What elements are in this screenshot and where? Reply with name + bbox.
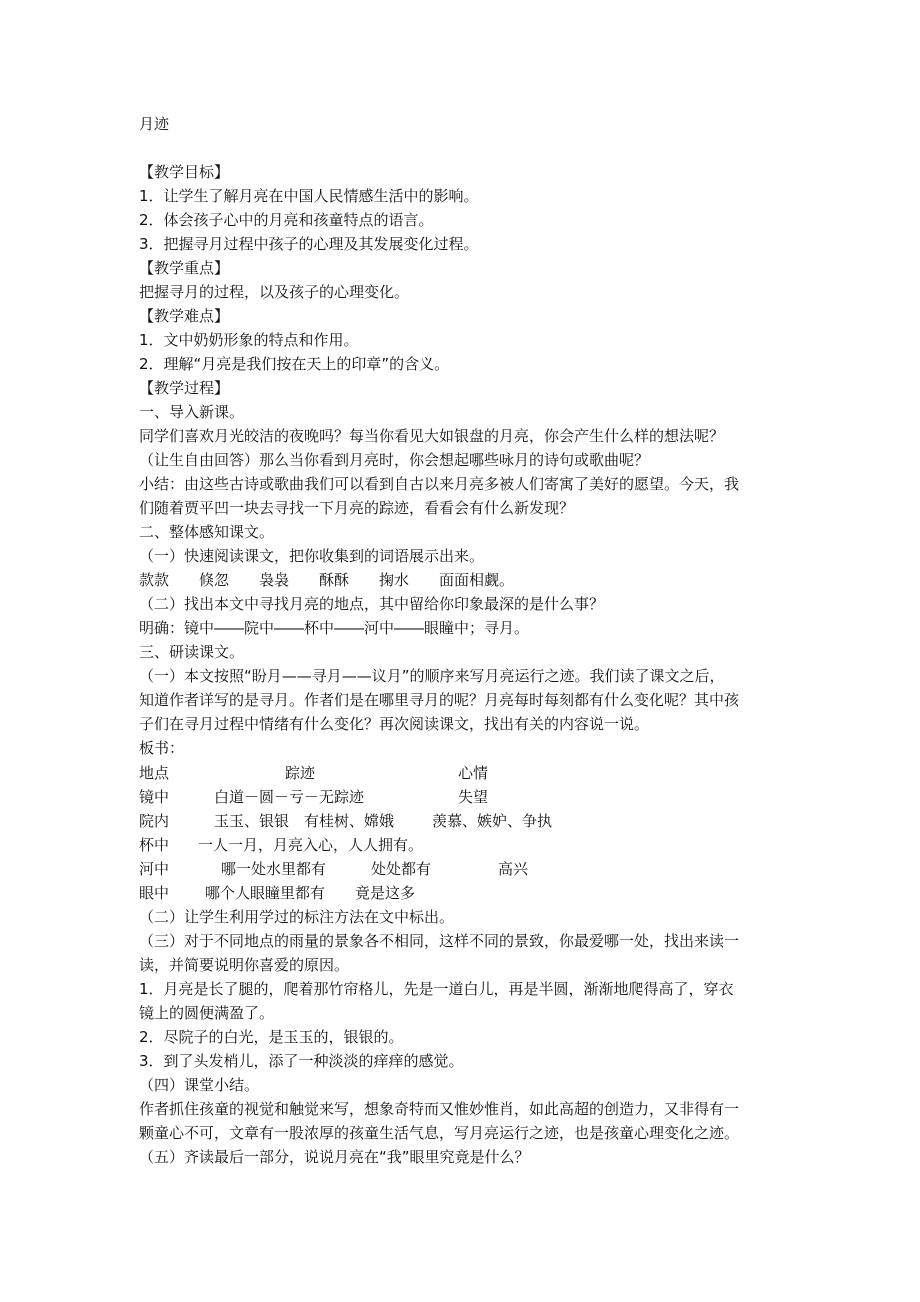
document-title: 月迹: [139, 115, 170, 133]
board-header-place: 地点: [139, 764, 170, 782]
text-line: 子们在寻月过程中情绪有什么变化？再次阅读课文，找出有关的内容说一说。: [139, 715, 650, 733]
text-line: 2．体会孩子心中的月亮和孩童特点的语言。: [139, 211, 434, 229]
text-line: 板书：: [139, 739, 185, 757]
board-header-trace: 踪迹: [285, 764, 316, 782]
text-line: （让生自由回答）那么当你看到月亮时，你会想起哪些咏月的诗句或歌曲呢？: [139, 451, 650, 469]
board-row-place: 院内: [139, 812, 170, 830]
text-line: 明确：镜中――院中――杯中――河中――眼瞳中；寻月。: [139, 619, 530, 637]
board-row-trace: 白道－圆－亏－无踪迹: [214, 788, 365, 806]
text-line: 读，并简要说明你喜爱的原因。: [139, 956, 350, 974]
text-line: （一）快速阅读课文，把你收集到的词语展示出来。: [139, 547, 485, 565]
text-line: （二）让学生利用学过的标注方法在文中标出。: [139, 908, 455, 926]
text-line: 小结：由这些古诗或歌曲我们可以看到自古以来月亮多被人们寄寓了美好的愿望。今天，我: [139, 475, 740, 493]
text-line: （一）本文按照“盼月——寻月——议月”的顺序来写月亮运行之迹。我们读了课文之后，: [139, 667, 725, 685]
board-row-trace: 玉玉、银银 有桂树、嫦娥: [214, 812, 395, 830]
board-row-trace: 一人一月，月亮入心，人人拥有。: [198, 836, 424, 854]
heading-teaching-goals: 【教学目标】: [139, 163, 230, 181]
heading-teaching-process: 【教学过程】: [139, 379, 230, 397]
text-line: 镜上的圆便满盈了。: [139, 1004, 275, 1022]
text-line: 3．把握寻月过程中孩子的心理及其发展变化过程。: [139, 235, 479, 253]
board-row-place: 杯中: [139, 836, 170, 854]
text-line: 1．月亮是长了腿的，爬着那竹帘格儿，先是一道白儿，再是半圆，渐渐地爬得高了，穿衣: [139, 980, 734, 998]
board-header-mood: 心情: [458, 764, 489, 782]
text-line: （二）找出本文中寻找月亮的地点，其中留给你印象最深的是什么事？: [139, 595, 605, 613]
board-row-trace: 哪一处水里都有 处处都有: [221, 860, 432, 878]
text-line: 2．尽院子的白光，是玉玉的，银银的。: [139, 1028, 404, 1046]
heading-difficulties: 【教学难点】: [139, 307, 230, 325]
board-row-mood: 羡慕、嫉妒、争执: [432, 812, 553, 830]
text-line: 1．让学生了解月亮在中国人民情感生活中的影响。: [139, 187, 479, 205]
text-line: 作者抓住孩童的视觉和触觉来写，想象奇特而又惟妙惟肖，如此高超的创造力，又非得有一: [139, 1100, 740, 1118]
text-line: 把握寻月的过程，以及孩子的心理变化。: [139, 283, 410, 301]
text-line: （五）齐读最后一部分，说说月亮在“我”眼里究竟是什么？: [139, 1148, 530, 1166]
text-line: 们随着贾平凹一块去寻找一下月亮的踪迹，看看会有什么新发现？: [139, 499, 575, 517]
text-line: 三、研读课文。: [139, 643, 245, 661]
text-line: 同学们喜欢月光皎洁的夜晚吗？每当你看见大如银盘的月亮，你会产生什么样的想法呢？: [139, 427, 725, 445]
text-line: 知道作者详写的是寻月。作者们是在哪里寻月的呢？月亮每时每刻都有什么变化呢？其中孩: [139, 691, 740, 709]
text-line: 一、导入新课。: [139, 403, 245, 421]
text-line: 1．文中奶奶形象的特点和作用。: [139, 331, 359, 349]
text-line: 款款 倏忽 袅袅 酥酥 掬水 面面相觑。: [139, 571, 515, 589]
text-line: 2．理解“月亮是我们按在天上的印章”的含义。: [139, 355, 450, 373]
text-line: 颗童心不可，文章有一股浓厚的孩童生活气息，写月亮运行之迹，也是孩童心理变化之迹。: [139, 1124, 740, 1142]
board-row-place: 河中: [139, 860, 170, 878]
text-line: 3．到了头发梢儿，添了一种淡淡的痒痒的感觉。: [139, 1052, 464, 1070]
board-row-mood: 高兴: [498, 860, 529, 878]
text-line: 二、整体感知课文。: [139, 523, 275, 541]
board-row-place: 眼中: [139, 884, 170, 902]
heading-key-points: 【教学重点】: [139, 259, 230, 277]
text-line: （四）课堂小结。: [139, 1076, 260, 1094]
board-row-mood: 失望: [458, 788, 489, 806]
board-row-place: 镜中: [139, 788, 170, 806]
text-line: （三）对于不同地点的雨量的景象各不相同，这样不同的景致，你最爱哪一处，找出来读一: [139, 932, 740, 950]
board-row-trace: 哪个人眼瞳里都有 竟是这多: [205, 884, 416, 902]
